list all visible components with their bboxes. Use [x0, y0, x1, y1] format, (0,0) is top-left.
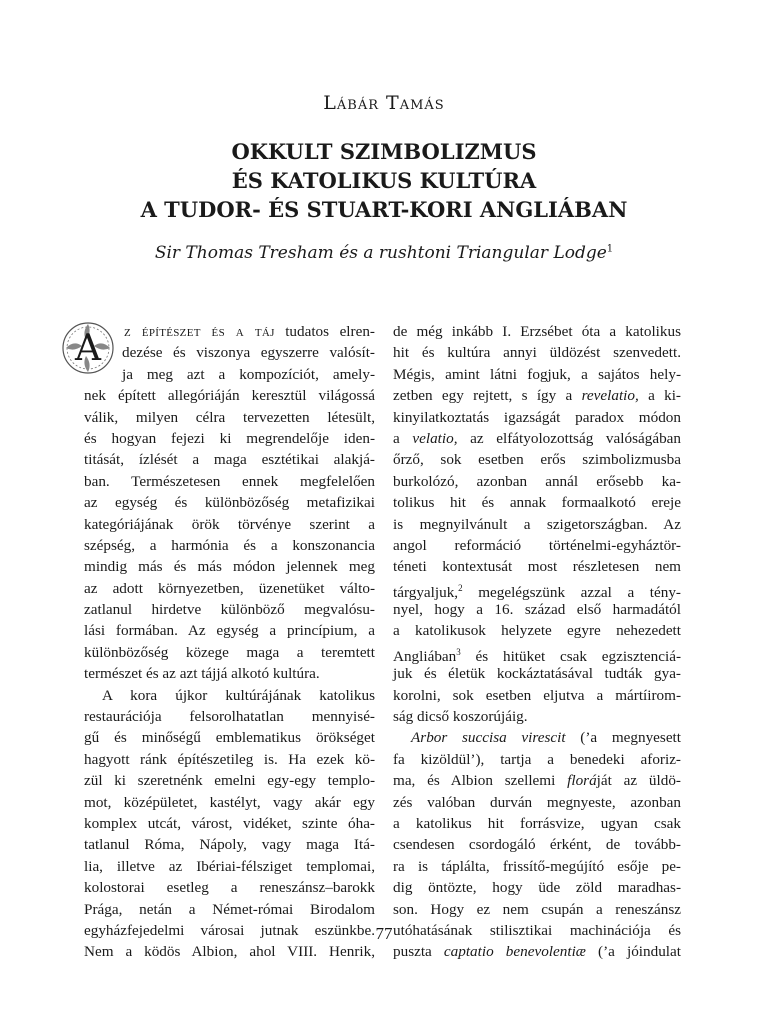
text-line: a katolikusok helyzete egyre nehezedett [393, 622, 681, 640]
left-column [84, 321, 375, 963]
text-line: lia, illetve az Ibériai-félsziget templomai, [84, 857, 375, 875]
text-line: A kora újkor kultúrájának katolikus [102, 686, 375, 704]
text-line: a katolikus hit forrásvize, ugyan csak [393, 814, 681, 832]
text-line: komplex utcát, várost, vidéket, szinte óha- [84, 814, 375, 832]
text-line: egyházfejedelmi városai jutnak eszünkbe. [84, 921, 375, 939]
text-fragment: a ki- [638, 387, 681, 405]
italic-term: florá [567, 772, 597, 790]
text-line [393, 428, 681, 449]
text-line: az egység és különbözőség metafizikai [84, 494, 375, 512]
text-line: korolni, sok esetben eljutva a mártíirom- [393, 686, 681, 704]
page-number: 77 [375, 924, 393, 943]
text-line: kolostorai esetleg a reneszánsz–barokk [84, 879, 375, 897]
text-line: tolikus hit és annak formaalkotó ereje [393, 494, 681, 512]
text-line: fa kizöldül’), tartja a benedeki aforiz- [393, 750, 681, 768]
text-line: gű és minőségű emblematikus örökséget [84, 729, 375, 747]
text-line: hit és kultúra annyi üldözést szenvedett. [393, 344, 681, 362]
text-line: Mégis, amint látni fogjuk, a sajátos hely- [393, 365, 681, 383]
text-line: az adott környezetben, üzenetüket válto- [84, 579, 375, 597]
text-line: nek épített allegóriáján keresztül világossá [84, 387, 375, 405]
text-line: ja meg azt a kompozíciót, amely- [122, 365, 375, 383]
text-fragment: (’a megnyesett [565, 729, 681, 747]
text-line: különbözőség közege maga a teremtett [84, 643, 375, 661]
text-line [393, 941, 681, 962]
article-subtitle [0, 243, 768, 263]
italic-term: captatio benevolentiæ [443, 943, 586, 961]
text-line: válik, milyen célra tervezetten létesült, [84, 408, 375, 426]
footnote-marker: 3 [456, 646, 461, 657]
italic-term: Arbor succisa virescit [411, 729, 566, 747]
title-line-2: ÉS KATOLIKUS KULTÚRA [231, 168, 537, 193]
text-line: de még inkább I. Erzsébet óta a katolikus [393, 323, 681, 340]
italic-term: revelatio, [581, 387, 639, 405]
text-fragment: tárgyaljuk, [393, 583, 459, 601]
italic-term: velatio, [412, 429, 458, 447]
text-line: ra is táplálta, frissítő-megújító esője pe- [393, 857, 681, 875]
text-fragment: (’a jóindulat [585, 943, 681, 961]
title-line-1: OKKULT SZIMBOLIZMUS [231, 139, 537, 164]
text-line: szépség, a harmónia és a konszonancia [84, 536, 375, 554]
text-line [124, 321, 375, 342]
text-line [393, 578, 681, 599]
text-line: kategóriájának örök törvénye szerint a [84, 515, 375, 533]
right-column [393, 321, 681, 963]
text-fragment: zetben egy rejtett, s így a [393, 387, 582, 405]
text-line: mot, középületet, kastélyt, vagy akár egy [84, 793, 375, 811]
text-line: őrző, sok esetben erős szimbolizmusba [393, 451, 681, 469]
author-name [0, 92, 768, 114]
text-line: dig öntözte, hogy üde zöld maradhas- [393, 879, 681, 897]
text-fragment: ját az üldö- [596, 772, 681, 790]
text-line: hagyott ránk építészetileg is. Ha ezek kö- [84, 750, 375, 768]
text-line: titását, ízlését a maga esztétikai alakjá- [84, 451, 375, 469]
text-fragment: puszta [393, 943, 444, 961]
text-fragment: ma, és Albion szellemi [393, 772, 568, 790]
text-line: juk és életük kockáztatásával tudták gya- [393, 665, 681, 683]
text-line: nyel, hogy a 16. század első harmadától [393, 601, 681, 619]
text-line: lási formában. Az egység a princípium, a [84, 622, 375, 640]
footnote-marker: 2 [458, 582, 463, 593]
text-line: burkolózó, azonban annál erősebb ka- [393, 472, 681, 490]
text-line: téneti kontextusát most részletesen nem [393, 558, 681, 576]
text-line [393, 727, 681, 748]
text-line: dezése és viszonya egyszerre valósít- [122, 344, 375, 362]
text-line: Prága, netán a Német-római Birodalom [84, 900, 375, 918]
text-line: zatlanul hirdetve különböző megvalósu- [84, 601, 375, 619]
opening-rest: tudatos elren- [274, 323, 375, 340]
author-name-text: Lábár Tamás [323, 92, 445, 114]
text-fragment: megelégszünk azzal a tény- [462, 583, 681, 601]
text-fragment: Angliában [393, 647, 457, 665]
text-line: angol reformáció történelmi-egyháztör- [393, 536, 681, 554]
subtitle-text: Sir Thomas Tresham és a rushtoni Triangular Lodge [154, 243, 607, 263]
text-line: kinyilatkoztatás igazságát paradox módon [393, 408, 681, 426]
text-line [393, 770, 681, 791]
title-line-3: A TUDOR- ÉS STUART-KORI ANGLIÁBAN [140, 197, 628, 222]
text-line: zés valóban durván megnyeste, azonban [393, 793, 681, 811]
text-line: és hogyan fejezi ki megrendelője iden- [84, 429, 375, 447]
text-line: ság dicső koszorújáig. [393, 708, 528, 726]
opening-smallcaps: z építészet és a táj [124, 323, 275, 340]
text-line: tatlanul Róma, Nápoly, vagy maga Itá- [84, 836, 375, 854]
text-line: mindig más és más módon jelennek meg [84, 558, 375, 576]
text-fragment: az elfátyolozottság valóságában [457, 429, 681, 447]
text-line: zül ki szeretnénk emelni egy-egy templo- [84, 772, 375, 790]
text-fragment: és hitüket csak egzisztenciá- [460, 647, 681, 665]
text-line [393, 385, 681, 406]
text-line: is megnyilvánult a szigetországban. Az [393, 515, 681, 533]
text-line: csendesen csordogáló érként, de tovább- [393, 836, 681, 854]
text-line: son. Hogy ez nem csupán a reneszánsz [393, 900, 681, 918]
text-line: utóhatásának stilisztikai machinációja és [393, 921, 681, 939]
text-line: Nem a ködös Albion, ahol VIII. Henrik, [84, 943, 375, 961]
subtitle-footnote-marker: 1 [606, 243, 614, 255]
text-line: ban. Természetesen ennek megfelelően [84, 472, 375, 490]
dropcap-letter: A [75, 328, 101, 369]
text-line: természet és az azt tájjá alkotó kultúra. [84, 665, 320, 683]
text-line: restaurációja felsorolhatatlan mennyisé- [84, 708, 375, 726]
article-title [0, 137, 768, 224]
text-line [393, 642, 681, 663]
text-fragment: a [393, 429, 413, 447]
